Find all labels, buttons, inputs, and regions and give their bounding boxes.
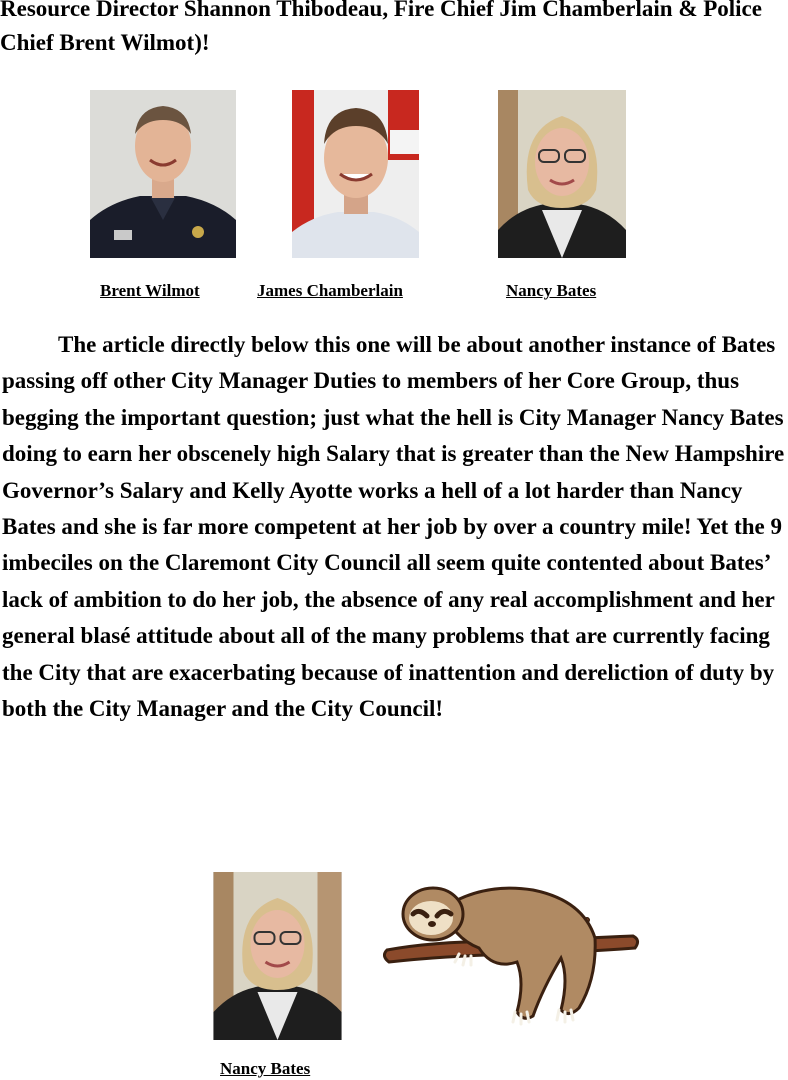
article-text: The article directly below this one will be about another instance of Bates passing off other City Manager Duties to members of her Core Group, thus begging the important question; just what the hell is City Manager Nancy Bates doing to earn her obscenely high Salary that is greater than the New Hampshire Governor’s Salary and Kelly Ayotte works a hell of a lot harder than Nancy Bates and she is far more competent at her job by over a country mile! Yet the 9 imbeciles on the Claremont City Council all seem quite contented about Bates’ lack of ambition to do her job, the absence of any real accomplishment and her general blasé attitude about all of the many problems that are currently facing the City that are exacerbating because of inattention and dereliction of duty by both the City Manager and the City Council!: [2, 332, 785, 722]
intro-paragraph: Resource Director Shannon Thibodeau, Fire Chief Jim Chamberlain & Police Chief Brent Wilmot)!: [0, 0, 762, 55]
nancy-bates-photo: [498, 90, 626, 258]
james-chamberlain-caption: James Chamberlain: [257, 281, 403, 300]
article-paragraph: [2, 327, 786, 727]
brent-wilmot-photo: [90, 90, 236, 258]
james-chamberlain-photo: [292, 90, 419, 258]
brent-wilmot-caption: Brent Wilmot: [100, 281, 200, 300]
portrait-fire-chief-icon: [292, 90, 419, 258]
portrait-city-manager-icon: [498, 90, 626, 258]
nancy-bates-caption: Nancy Bates: [506, 281, 597, 300]
portrait-police-chief-icon: [90, 90, 236, 258]
nancy-bates-bottom-photo: [213, 872, 342, 1040]
nancy-bates-bottom-caption: Nancy Bates: [220, 1059, 311, 1078]
sloth-on-branch-icon: [383, 878, 641, 1038]
portrait-city-manager-icon: [213, 872, 342, 1040]
